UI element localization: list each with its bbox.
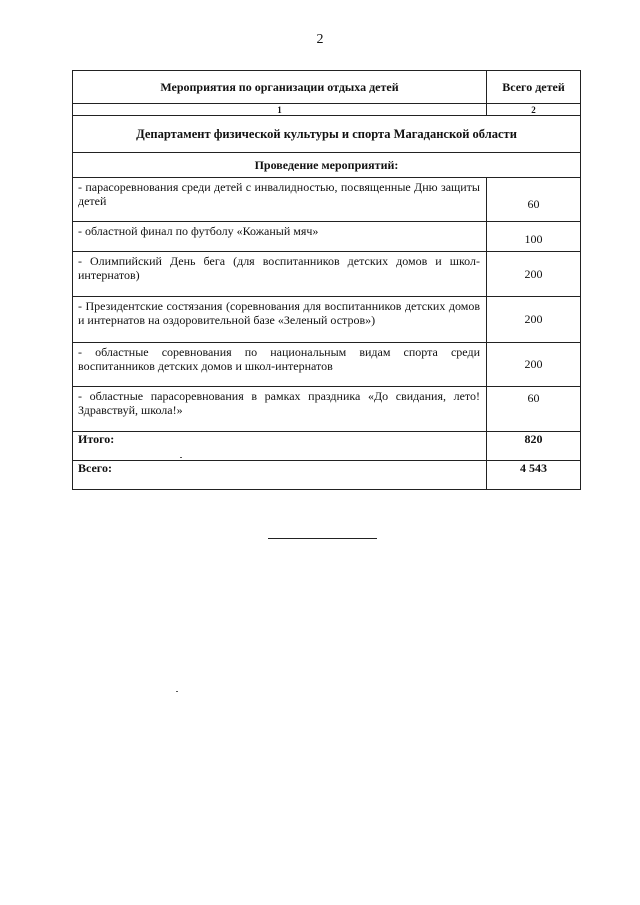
grand-total-label: Всего: bbox=[73, 461, 487, 490]
table-row bbox=[73, 387, 581, 432]
header-total-children: Всего детей bbox=[487, 71, 581, 104]
grand-total-value: 4 543 bbox=[487, 461, 581, 490]
row-description: - Олимпийский День бега (для воспитанников детских домов и школ-интернатов) bbox=[73, 252, 487, 297]
grand-total-row bbox=[73, 461, 581, 490]
department-title: Департамент физической культуры и спорта Магаданской области bbox=[73, 116, 581, 153]
row-description: - Президентские состязания (соревнования для воспитанников детских домов и интернатов на оздоровительной базе «Зеленый остров») bbox=[73, 297, 487, 343]
subtotal-value: 820 bbox=[487, 432, 581, 461]
row-value: 60 bbox=[487, 387, 581, 432]
header-activities: Мероприятия по организации отдыха детей bbox=[73, 71, 487, 104]
scan-speck bbox=[180, 457, 182, 458]
page-number: 2 bbox=[316, 32, 324, 47]
row-description: - областные парасоревнования в рамках праздника «До свидания, лето! Здравствуй, школа!» bbox=[73, 387, 487, 432]
row-description: - областной финал по футболу «Кожаный мяч» bbox=[73, 222, 487, 252]
table-row bbox=[73, 178, 581, 222]
subtotal-row bbox=[73, 432, 581, 461]
table-row bbox=[73, 252, 581, 297]
column-number-2: 2 bbox=[487, 104, 581, 116]
subheading-row bbox=[73, 153, 581, 178]
table-row bbox=[73, 222, 581, 252]
column-number-row bbox=[73, 104, 581, 116]
row-value: 60 bbox=[487, 178, 581, 222]
row-description: - областные соревнования по национальным видам спорта среди воспитанников детских домов и школ-интернатов bbox=[73, 343, 487, 387]
scan-speck bbox=[176, 691, 178, 692]
row-value: 100 bbox=[487, 222, 581, 252]
department-row bbox=[73, 116, 581, 153]
closing-line bbox=[268, 538, 377, 539]
activities-table bbox=[72, 70, 581, 490]
subheading-events: Проведение мероприятий: bbox=[73, 153, 581, 178]
table-row bbox=[73, 297, 581, 343]
table-row bbox=[73, 343, 581, 387]
row-value: 200 bbox=[487, 252, 581, 297]
row-value: 200 bbox=[487, 343, 581, 387]
subtotal-label: Итого: bbox=[73, 432, 487, 461]
table-header-row bbox=[73, 71, 581, 104]
column-number-1: 1 bbox=[73, 104, 487, 116]
row-description: - парасоревнования среди детей с инвалидностью, посвященные Дню защиты детей bbox=[73, 178, 487, 222]
row-value: 200 bbox=[487, 297, 581, 343]
